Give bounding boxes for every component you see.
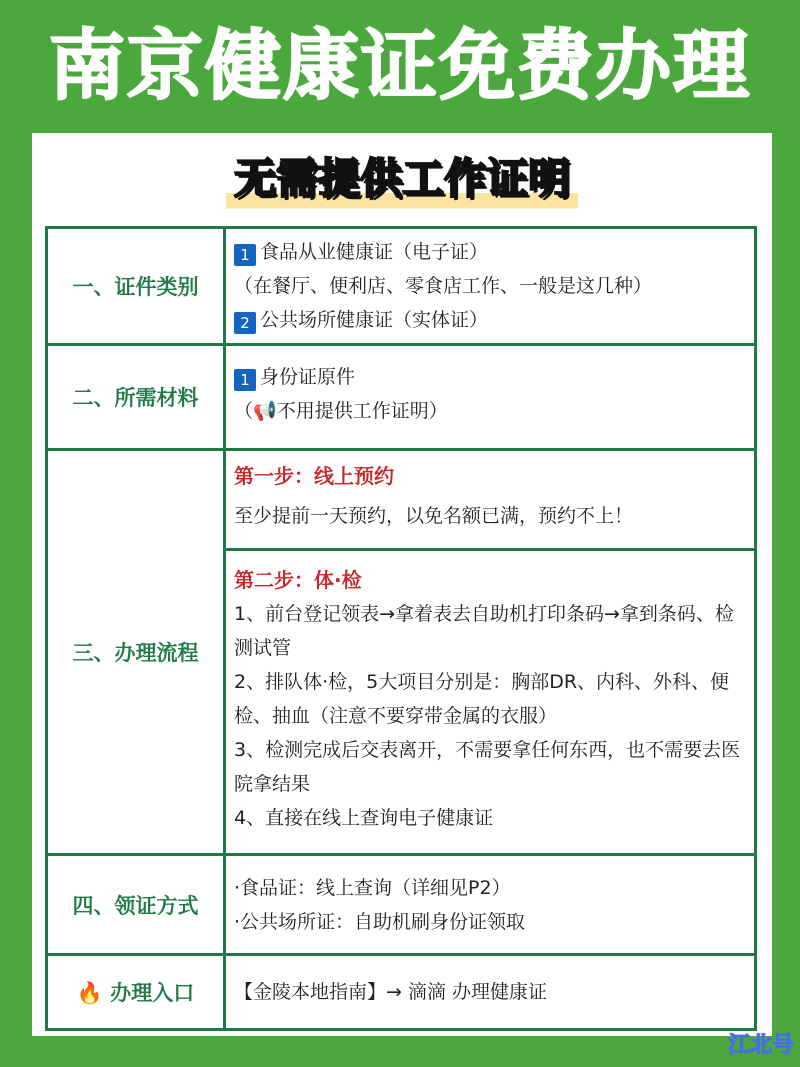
megaphone-icon: 📢 (253, 400, 277, 422)
row-label: 四、领证方式 (47, 855, 225, 955)
table-row (47, 855, 756, 955)
fire-icon: 🔥 (76, 981, 103, 1005)
row-label: 三、办理流程 (47, 450, 225, 855)
table-row: 二、所需材料 1 身份证原件 （📢不用提供工作证明） (47, 345, 756, 450)
subtitle: 无需提供工作证明 (226, 147, 578, 211)
info-table (45, 226, 757, 1031)
row-label: 办理入口 (110, 981, 195, 1005)
list-item: 不用提供工作证明） (276, 400, 448, 422)
list-item: 食品从业健康证（电子证） (260, 241, 489, 263)
table-row (47, 955, 756, 1030)
number-badge: 2 (234, 312, 256, 334)
step-text: 至少提前一天预约，以免名额已满，预约不上！ (234, 505, 634, 527)
step-title: 第二步：体·检 (234, 568, 362, 592)
row-label: 一、证件类别 (47, 228, 225, 345)
list-item: 4、直接在线上查询电子健康证 (234, 807, 494, 829)
list-item: 3、检测完成后交表离开，不需要拿任何东西，也不需要去医院拿结果 (234, 739, 741, 795)
list-item: ·公共场所证：自助机刷身份证领取 (234, 910, 526, 933)
row-label: 二、所需材料 (47, 345, 225, 450)
number-badge: 1 (234, 369, 256, 391)
list-item: ·食品证：线上查询（详细见P2） (234, 876, 511, 899)
list-item: 2、排队体·检，5大项目分别是：胸部DR、内科、外科、便检、抽血（注意不要穿带金属的衣服） (234, 671, 730, 727)
watermark: 江北号 (727, 1033, 794, 1058)
list-item: 身份证原件 (260, 366, 356, 388)
list-item: （在餐厅、便利店、零食店工作、一般是这几种） (234, 275, 653, 297)
list-item: 公共场所健康证（实体证） (260, 309, 489, 331)
page-title: 南京健康证免费办理 (49, 21, 751, 110)
table-row (47, 228, 756, 345)
content-card (32, 133, 772, 1036)
step-title: 第一步：线上预约 (234, 464, 394, 488)
number-badge: 1 (234, 244, 256, 266)
list-item: 1、前台登记领表→拿着表去自助机打印条码→拿到条码、检测试管 (234, 603, 734, 659)
table-row (47, 450, 756, 855)
entry-text: 【金陵本地指南】→ 滴滴 办理健康证 (225, 955, 756, 1030)
